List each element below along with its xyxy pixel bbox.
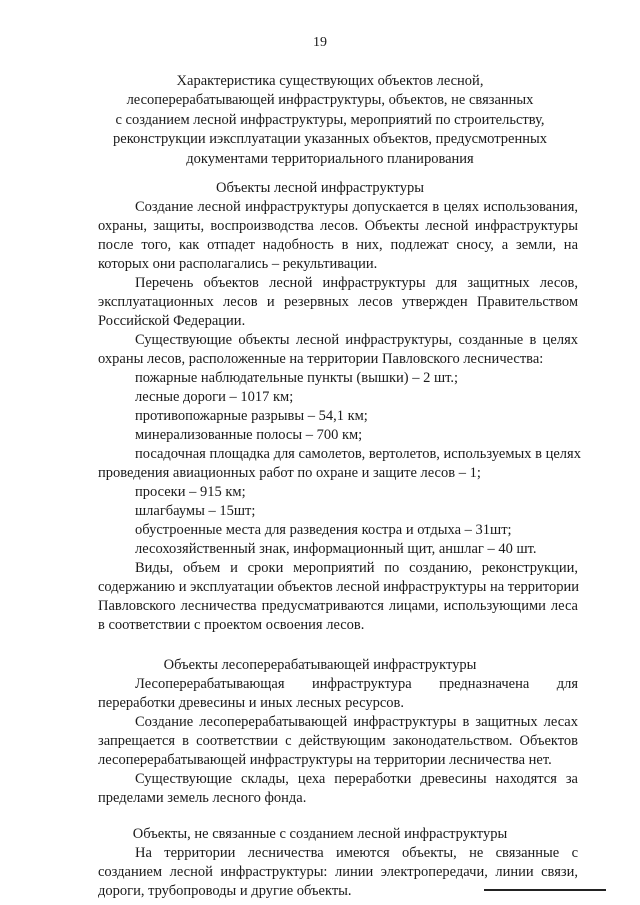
- text-line: Российской Федерации.: [98, 313, 246, 329]
- text-line: содержанию и эксплуатации объектов лесной инфраструктуры на территории: [98, 579, 579, 595]
- text-line: Перечень объектов лесной инфраструктуры для защитных лесов,: [135, 275, 578, 291]
- text-line: Создание лесоперерабатывающей инфраструктуры в защитных лесах: [135, 714, 578, 730]
- text-line: Павловского лесничества предусматриваются лицами, использующими леса: [98, 598, 578, 614]
- list-item: лесные дороги – 1017 км;: [135, 389, 294, 405]
- section-heading-unrelated-objects: Объекты, не связанные с созданием лесной инфраструктуры: [132, 826, 508, 842]
- title-line: Характеристика существующих объектов лесной,: [176, 73, 484, 89]
- text-line: На территории лесничества имеются объекты, не связанные с: [135, 845, 578, 861]
- text-line: в соответствии с проектом освоения лесов.: [98, 617, 365, 633]
- text-line: Существующие объекты лесной инфраструктуры, созданные в целях: [135, 332, 578, 348]
- text-line: Существующие склады, цеха переработки древесины находятся за: [135, 771, 578, 787]
- list-item: проведения авиационных работ по охране и защите лесов – 1;: [98, 465, 481, 481]
- text-line: охраны лесов, расположенные на территории Павловского лесничества:: [98, 351, 544, 367]
- list-item: обустроенные места для разведения костра и отдыха – 31шт;: [135, 522, 512, 538]
- text-line: лесоперерабатывающей инфраструктуры на территории лесничества нет.: [98, 752, 552, 768]
- list-item: шлагбаумы – 15шт;: [135, 503, 256, 519]
- text-line: Создание лесной инфраструктуры допускается в целях использования,: [135, 199, 578, 215]
- text-line: эксплуатационных лесов и резервных лесов утвержден Правительством: [98, 294, 578, 310]
- title-line: документами территориального планирования: [186, 150, 474, 167]
- text-line: Виды, объем и сроки мероприятий по созданию, реконструкции,: [135, 560, 578, 576]
- text-line: запрещается в соответствии с действующим законодательством. Объектов: [98, 733, 578, 749]
- list-item: лесохозяйственный знак, информационный щит, аншлаг – 40 шт.: [135, 541, 537, 557]
- title-line: лесоперерабатывающей инфраструктуры, объектов, не связанных: [126, 92, 534, 109]
- text-line: пределами земель лесного фонда.: [98, 790, 307, 806]
- list-item: противопожарные разрывы – 54,1 км;: [135, 408, 368, 424]
- text-line: охраны, защиты, воспроизводства лесов. Объекты лесной инфраструктуры: [98, 218, 578, 234]
- title-line: реконструкции иэксплуатации указанных объектов, предусмотренных: [113, 131, 547, 148]
- text-line: после того, как отпадет надобность в них, подлежат сносу, а земли, на: [98, 237, 578, 253]
- list-item: посадочная площадка для самолетов, вертолетов, используемых в целях: [135, 446, 581, 462]
- text-line: которых они располагались – рекультивации.: [98, 256, 378, 272]
- page-number: 19: [313, 35, 327, 50]
- list-item: пожарные наблюдательные пункты (вышки) – 2 шт.;: [135, 370, 459, 386]
- list-item: минерализованные полосы – 700 км;: [135, 427, 363, 443]
- section-heading-processing-infrastructure: Объекты лесоперерабатывающей инфраструктуры: [163, 657, 477, 673]
- text-line: переработки древесины и иных лесных ресурсов.: [98, 695, 405, 711]
- text-line: созданием лесной инфраструктуры: линии электропередачи, линии связи,: [98, 864, 578, 880]
- text-line: Лесоперерабатывающая инфраструктура предназначена для: [135, 676, 578, 692]
- signature-line: [484, 889, 606, 891]
- title-line: с созданием лесной инфраструктуры, мероприятий по строительству,: [115, 111, 545, 128]
- list-item: просеки – 915 км;: [135, 484, 246, 500]
- document-title: [90, 72, 570, 169]
- section-heading-forest-infrastructure: Объекты лесной инфраструктуры: [216, 180, 424, 196]
- text-line: дороги, трубопроводы и другие объекты.: [98, 883, 352, 899]
